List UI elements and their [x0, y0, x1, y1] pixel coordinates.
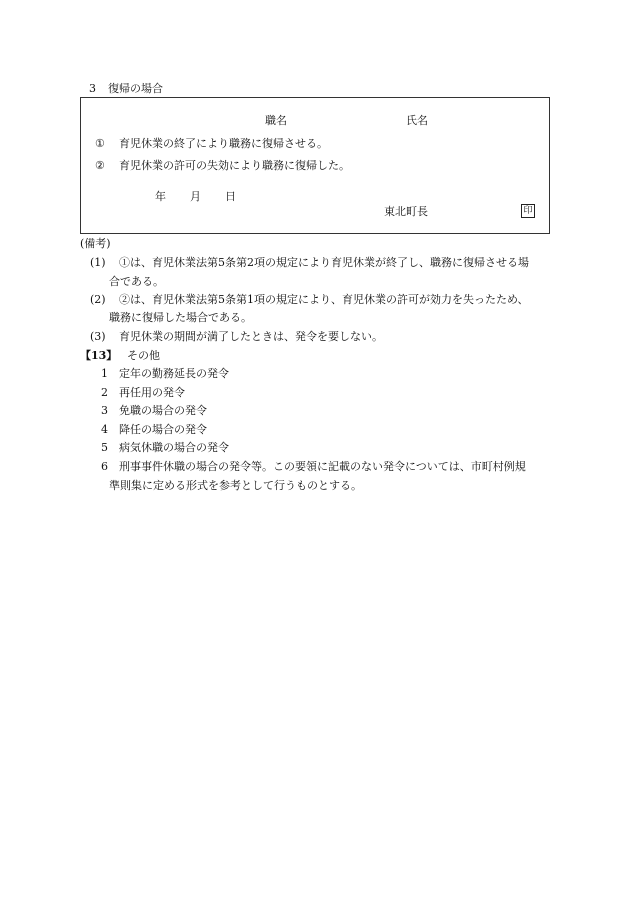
note1-num: (1): [90, 256, 106, 269]
list-item: 降任の場合の発令: [119, 423, 207, 436]
list-item-num: 5: [101, 441, 108, 454]
section-number: 3: [89, 82, 96, 95]
list-item-num: 4: [101, 423, 108, 436]
list-item: 定年の勤務延長の発令: [119, 367, 229, 380]
item1-mark: ①: [95, 137, 105, 150]
date-year: 年: [155, 190, 166, 203]
list-item-num: 2: [101, 386, 108, 399]
note3-num: (3): [90, 330, 106, 343]
list-item-num: 6: [101, 460, 108, 473]
item2-text: 育児休業の許可の失効により職務に復帰した。: [119, 159, 350, 172]
list-item: 再任用の発令: [119, 386, 185, 399]
note3-line1: 育児休業の期間が満了したときは、発令を要しない。: [119, 330, 383, 343]
note2-line1: ②は、育児休業法第5条第1項の規定により、育児休業の許可が効力を失ったため、: [119, 293, 529, 306]
list-item-num: 1: [101, 367, 108, 380]
post-label: 職名: [265, 114, 287, 127]
item1-text: 育児休業の終了により職務に復帰させる。: [119, 137, 328, 150]
issuer: 東北町長: [384, 205, 428, 218]
note2-num: (2): [90, 293, 106, 306]
list-item: 刑事事件休職の場合の発令等。この要領に記載のない発令については、市町村例規: [119, 460, 526, 473]
date-month: 月: [190, 190, 201, 203]
seal-mark: 印: [521, 204, 535, 218]
remarks-title: (備考): [80, 237, 111, 250]
list-item-num: 3: [101, 404, 108, 417]
section13-bracket: 【13】: [80, 349, 118, 362]
note2-line2: 職務に復帰した場合である。: [109, 311, 252, 324]
note1-line1: ①は、育児休業法第5条第2項の規定により育児休業が終了し、職務に復帰させる場: [119, 256, 529, 269]
date-day: 日: [225, 190, 236, 203]
item2-mark: ②: [95, 159, 105, 172]
list-item: 病気休職の場合の発令: [119, 441, 229, 454]
section-heading: 復帰の場合: [108, 82, 163, 95]
list-item: 免職の場合の発令: [119, 404, 207, 417]
section13-title: その他: [127, 349, 160, 362]
name-label: 氏名: [406, 114, 428, 127]
list-item-continuation: 準則集に定める形式を参考として行うものとする。: [109, 479, 362, 492]
note1-line2: 合である。: [109, 275, 164, 288]
